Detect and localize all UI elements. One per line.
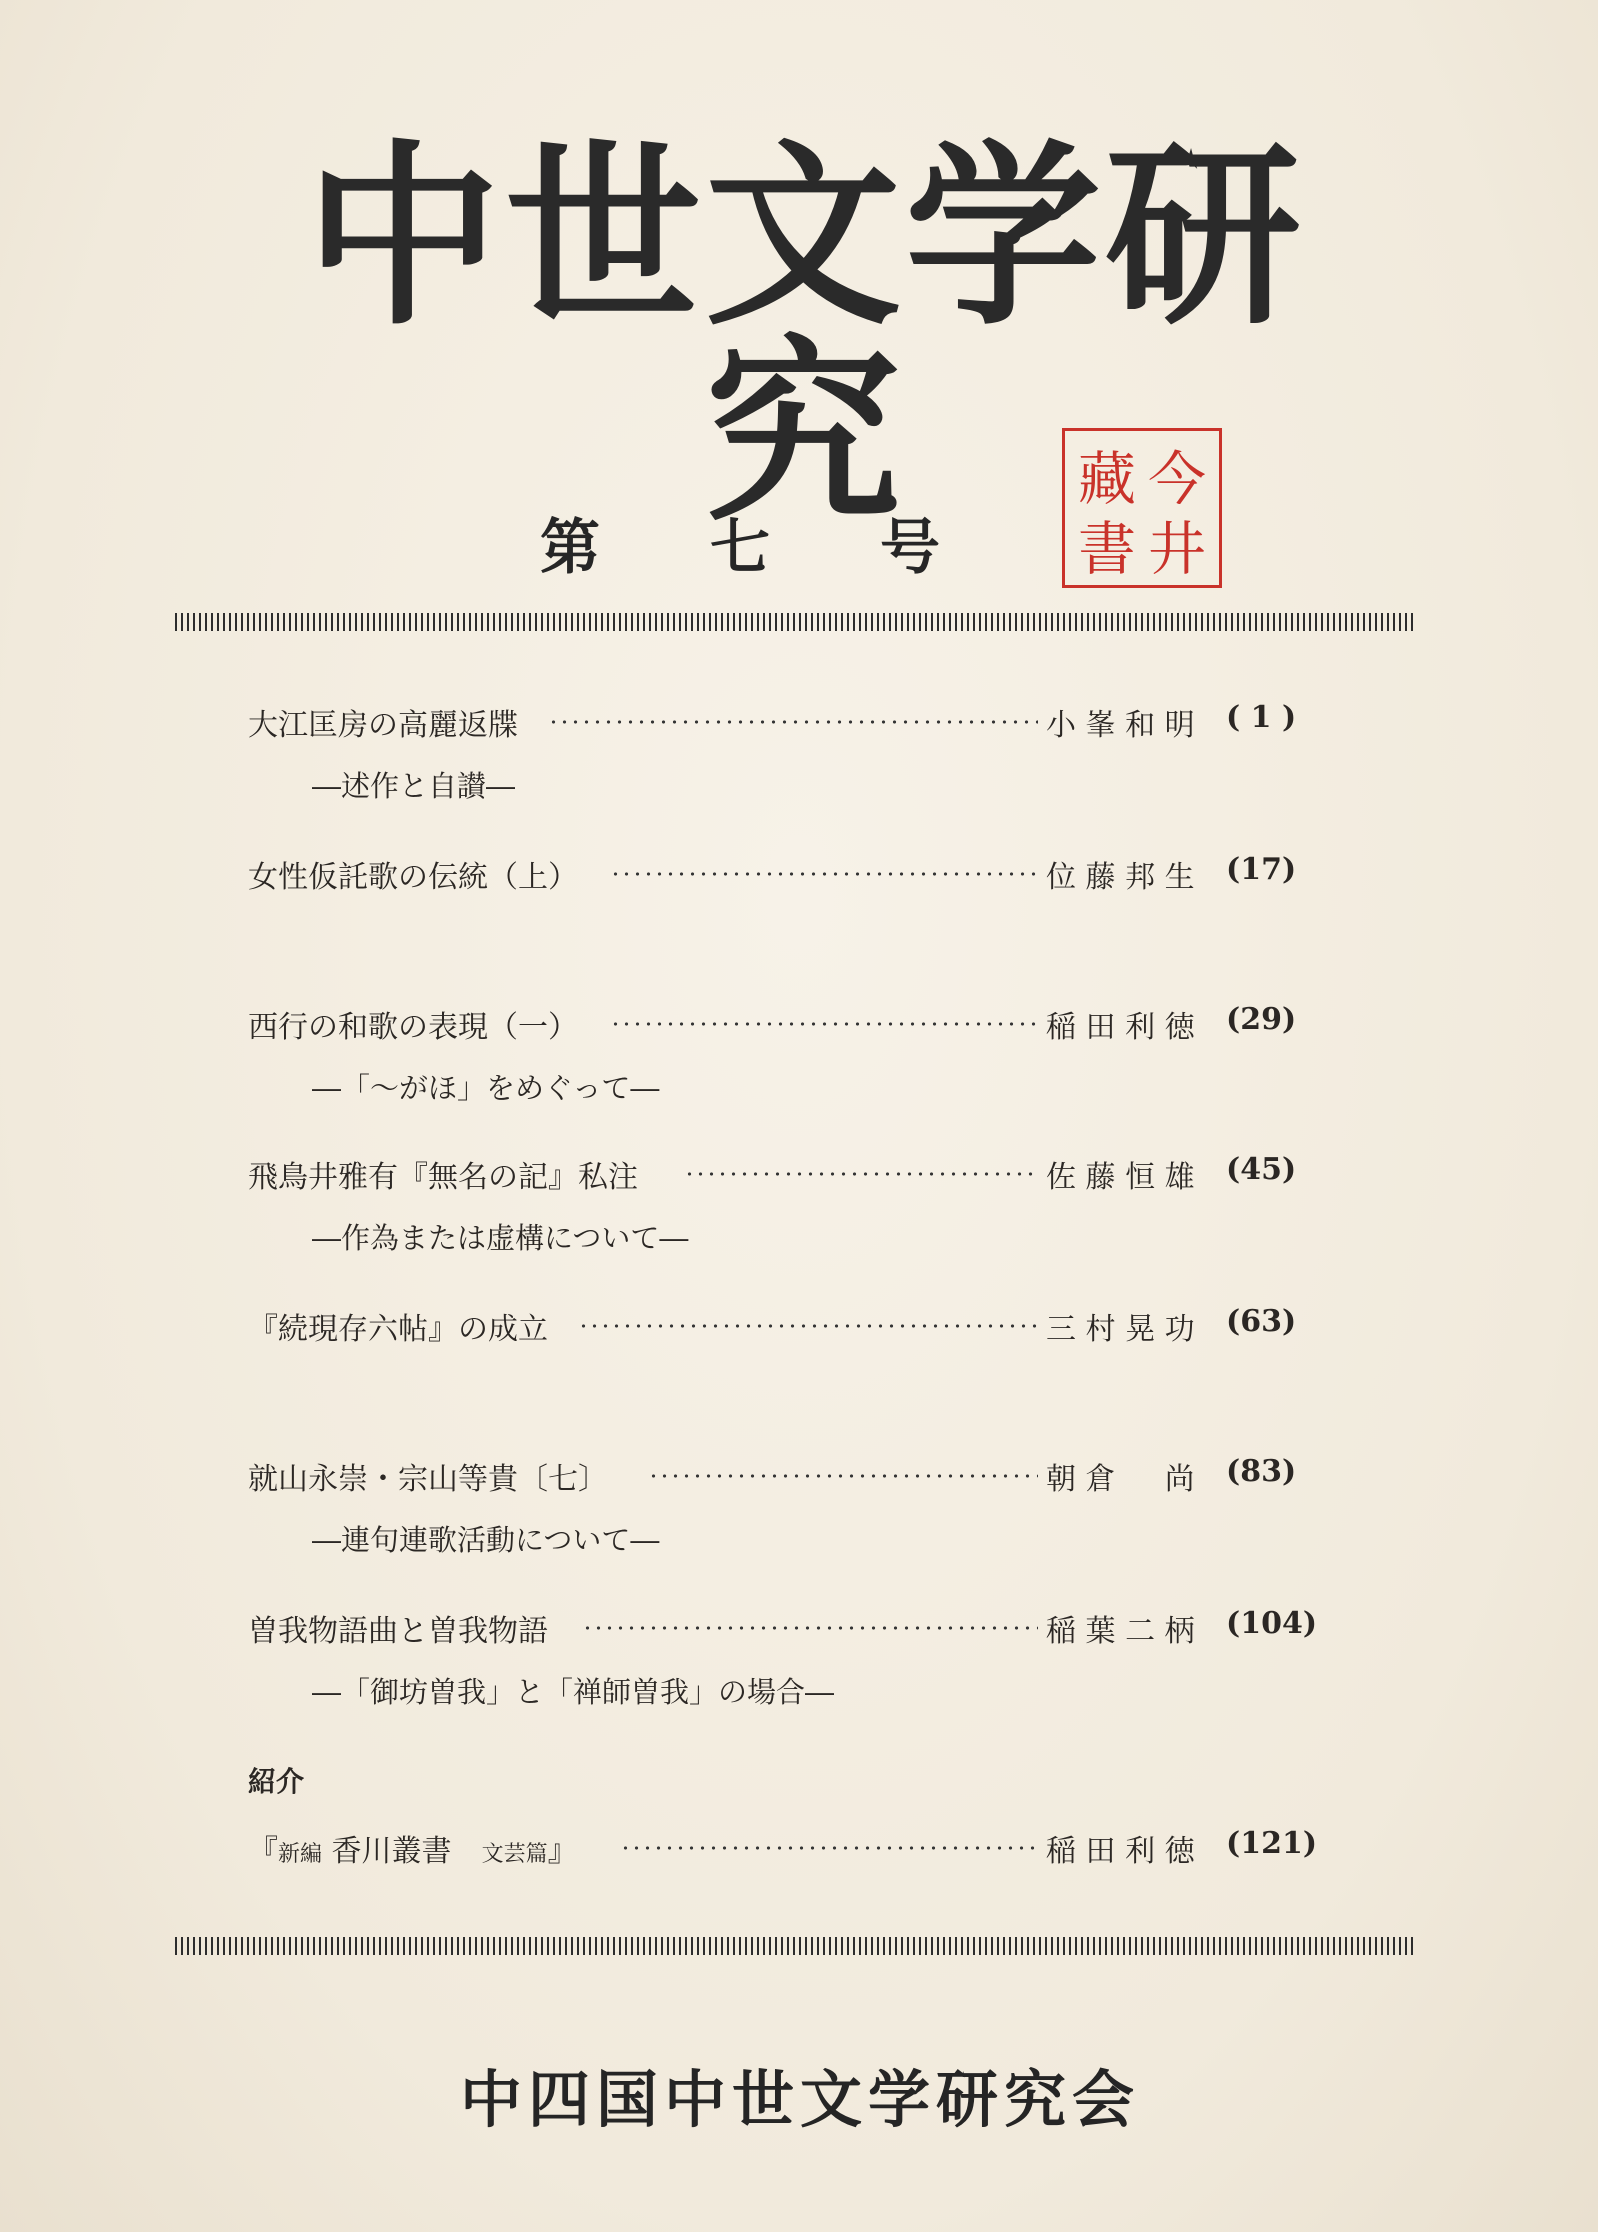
title-small-part: 新編 [278, 1842, 323, 1867]
toc-entry-author: 位 藤 邦 生 [1046, 860, 1195, 895]
toc-entry-subtitle: ―作為または虚構について― [312, 1221, 689, 1255]
toc-entry-page: (104) [1226, 1606, 1318, 1641]
toc-entry-title: 大江匡房の高麗返牒 [248, 708, 518, 743]
top-rule [175, 613, 1415, 631]
toc-entry-author: 小 峯 和 明 [1046, 708, 1195, 743]
leader-dots [548, 720, 1038, 724]
introduction-label: 紹介 [248, 1765, 305, 1798]
leader-dots [610, 1022, 1038, 1026]
svg-text:今: 今 [1147, 445, 1207, 513]
toc-entry-author: 稲 葉 二 柄 [1046, 1614, 1195, 1649]
svg-text:井: 井 [1147, 515, 1207, 583]
leader-dots [578, 1324, 1038, 1328]
toc-entry-author: 三 村 晃 功 [1046, 1312, 1195, 1347]
toc-entry-subtitle: ―述作と自讃― [312, 769, 516, 803]
toc-entry [248, 852, 1368, 912]
collector-seal [1062, 428, 1222, 588]
toc-entry-title: 飛鳥井雅有『無名の記』私注 [248, 1160, 638, 1195]
toc-entry-page: (45) [1226, 1152, 1297, 1187]
title-main-part: 香川叢書 [322, 1834, 482, 1869]
leader-dots [610, 872, 1038, 876]
toc-entry-title: 曽我物語曲と曽我物語 [248, 1614, 548, 1649]
toc-entry [248, 1152, 1368, 1255]
toc-entry [248, 700, 1368, 803]
toc-entry-title [248, 1826, 578, 1870]
toc-entry-title: 西行の和歌の表現（一） [248, 1010, 578, 1045]
toc-entry-title: 就山永崇・宗山等貴〔七〕 [248, 1462, 608, 1497]
toc-entry [248, 1304, 1368, 1364]
toc-entry-author: 稲 田 利 徳 [1046, 1010, 1195, 1045]
title-bracket-close: 』 [547, 1834, 578, 1869]
title-small-part: 文芸篇 [481, 1842, 548, 1867]
toc-entry-page: ( 1 ) [1226, 700, 1297, 735]
svg-text:藏: 藏 [1077, 445, 1137, 513]
leader-dots [620, 1846, 1038, 1850]
toc-entry [248, 1606, 1368, 1709]
toc-entry-author: 稲 田 利 徳 [1046, 1834, 1195, 1869]
bottom-rule [175, 1937, 1415, 1955]
title-bracket-open: 『 [248, 1834, 278, 1869]
journal-title: 中世文学研究 [304, 124, 1305, 548]
toc-entry-page: (83) [1226, 1454, 1297, 1489]
toc-entry [248, 1002, 1368, 1105]
toc-entry [248, 1454, 1368, 1557]
leader-dots [648, 1474, 1038, 1478]
toc-entry-subtitle: ―「～がほ」をめぐって― [312, 1071, 660, 1105]
toc-entry-page: (121) [1226, 1826, 1318, 1861]
toc-entry-title: 『続現存六帖』の成立 [248, 1312, 548, 1347]
leader-dots [582, 1626, 1038, 1630]
publisher-name: 中四国中世文学研究会 [459, 2063, 1140, 2136]
toc-entry-author: 佐 藤 恒 雄 [1046, 1160, 1195, 1195]
toc-entry-subtitle: ―連句連歌活動について― [312, 1523, 660, 1557]
toc-entry-author: 朝 倉 尚 [1046, 1462, 1195, 1497]
toc-entry-page: (17) [1226, 852, 1297, 887]
toc-entry-introduction [248, 1826, 1368, 1886]
leader-dots [684, 1172, 1038, 1176]
toc-entry-subtitle: ―「御坊曽我」と「禅師曽我」の場合― [312, 1675, 835, 1709]
toc-entry-page: (29) [1226, 1002, 1297, 1037]
toc-entry-title: 女性仮託歌の伝統（上） [248, 860, 578, 895]
toc-entry-page: (63) [1226, 1304, 1297, 1339]
issue-number: 第七号 [540, 513, 1050, 583]
svg-text:書: 書 [1077, 515, 1137, 583]
